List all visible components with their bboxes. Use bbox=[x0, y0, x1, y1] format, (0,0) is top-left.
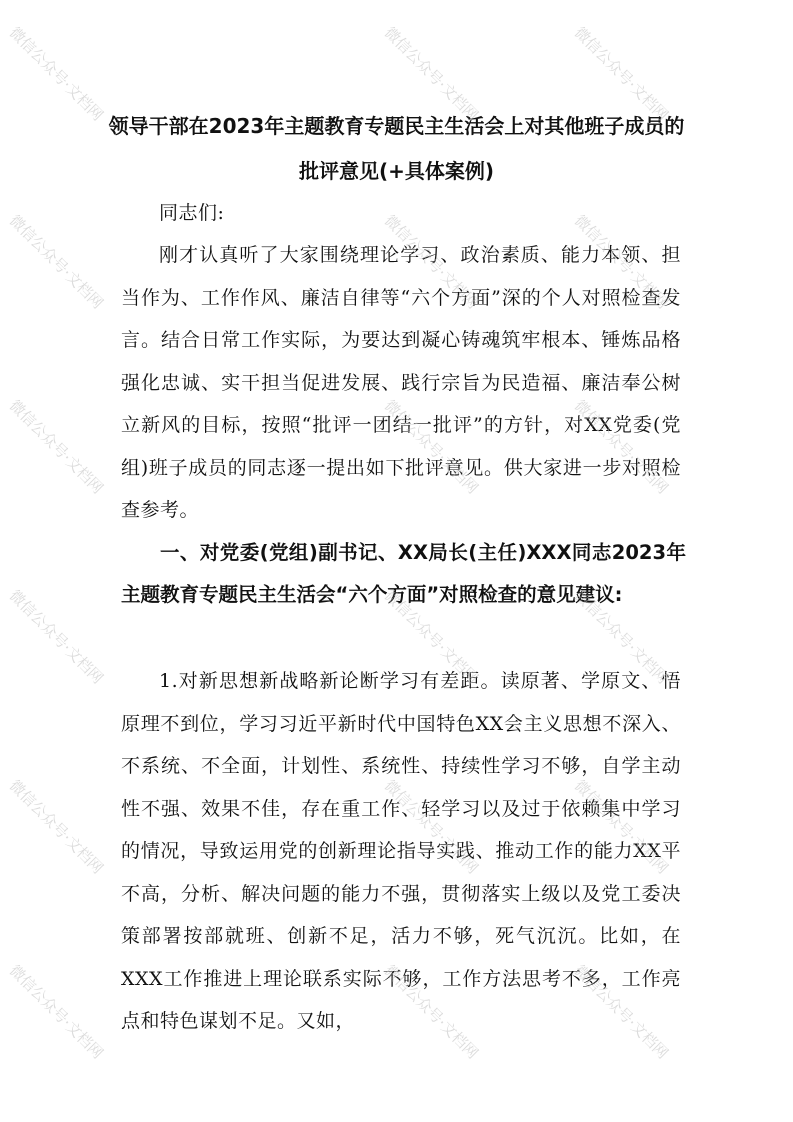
watermark: 微信公众号·文档网 bbox=[570, 586, 672, 688]
watermark: 微信公众号·文档网 bbox=[5, 211, 107, 313]
intro-paragraph: 刚才认真听了大家围绕理论学习、政治素质、能力本领、担当作为、工作作风、廉洁自律等“六个方面”深的个人对照检查发言。结合日常工作实际，为要达到凝心铸魂筑牢根本、锤炼品格强化忠诚、实干担当促进发展、践行宗旨为民造福、廉洁奉公树立新风的目标，按照“批评一团结一批评”的方针，对XX党委(党组)班子成员的同志逐一提出如下批评意见。供大家进一步对照检查参考。 bbox=[121, 244, 681, 521]
watermark: 微信公众号·文档网 bbox=[380, 586, 482, 688]
watermark: 微信公众号·文档网 bbox=[5, 961, 107, 1063]
watermark: 微信公众号·文档网 bbox=[5, 396, 107, 498]
salutation: 同志们: bbox=[159, 202, 225, 224]
watermark: 微信公众号·文档网 bbox=[5, 776, 107, 878]
watermark: 微信公众号·文档网 bbox=[5, 586, 107, 688]
section-heading: 一、对党委(党组)副书记、XX局长(主任)XXX同志2023年主题教育专题民主生活会“六个方面”对照检查的意见建议: bbox=[121, 541, 686, 606]
watermark: 微信公众号·文档网 bbox=[380, 23, 482, 125]
watermark: 微信公众号·文档网 bbox=[380, 211, 482, 313]
item-paragraph: 1.对新思想新战略新论断学习有差距。读原著、学原文、悟原理不到位，学习习近平新时代中国特色XX会主义思想不深入、不系统、不全面，计划性、系统性、持续性学习不够，自学主动性不强、效果不佳，存在重工作、轻学习以及过于依赖集中学习的情况，导致运用党的创新理论指导实践、推动工作的能力XX平不高，分析、解决问题的能力不强，贯彻落实上级以及党工委决策部署按部就班、创新不足，活力不够，死气沉沉。比如，在XXX工作推进上理论联系实际不够，工作方法思考不多，工作亮点和特色谋划不足。又如， bbox=[121, 670, 681, 1032]
watermark: 微信公众号·文档网 bbox=[380, 776, 482, 878]
document-title: 领导干部在2023年主题教育专题民主生活会上对其他班子成员的批评意见(+具体案例) bbox=[108, 114, 685, 183]
watermark: 微信公众号·文档网 bbox=[570, 961, 672, 1063]
watermark: 微信公众号·文档网 bbox=[570, 396, 672, 498]
watermark: 微信公众号·文档网 bbox=[570, 23, 672, 125]
watermark: 微信公众号·文档网 bbox=[570, 211, 672, 313]
watermark: 微信公众号·文档网 bbox=[5, 23, 107, 125]
watermark: 微信公众号·文档网 bbox=[570, 776, 672, 878]
watermark: 微信公众号·文档网 bbox=[380, 396, 482, 498]
watermark: 微信公众号·文档网 bbox=[380, 961, 482, 1063]
